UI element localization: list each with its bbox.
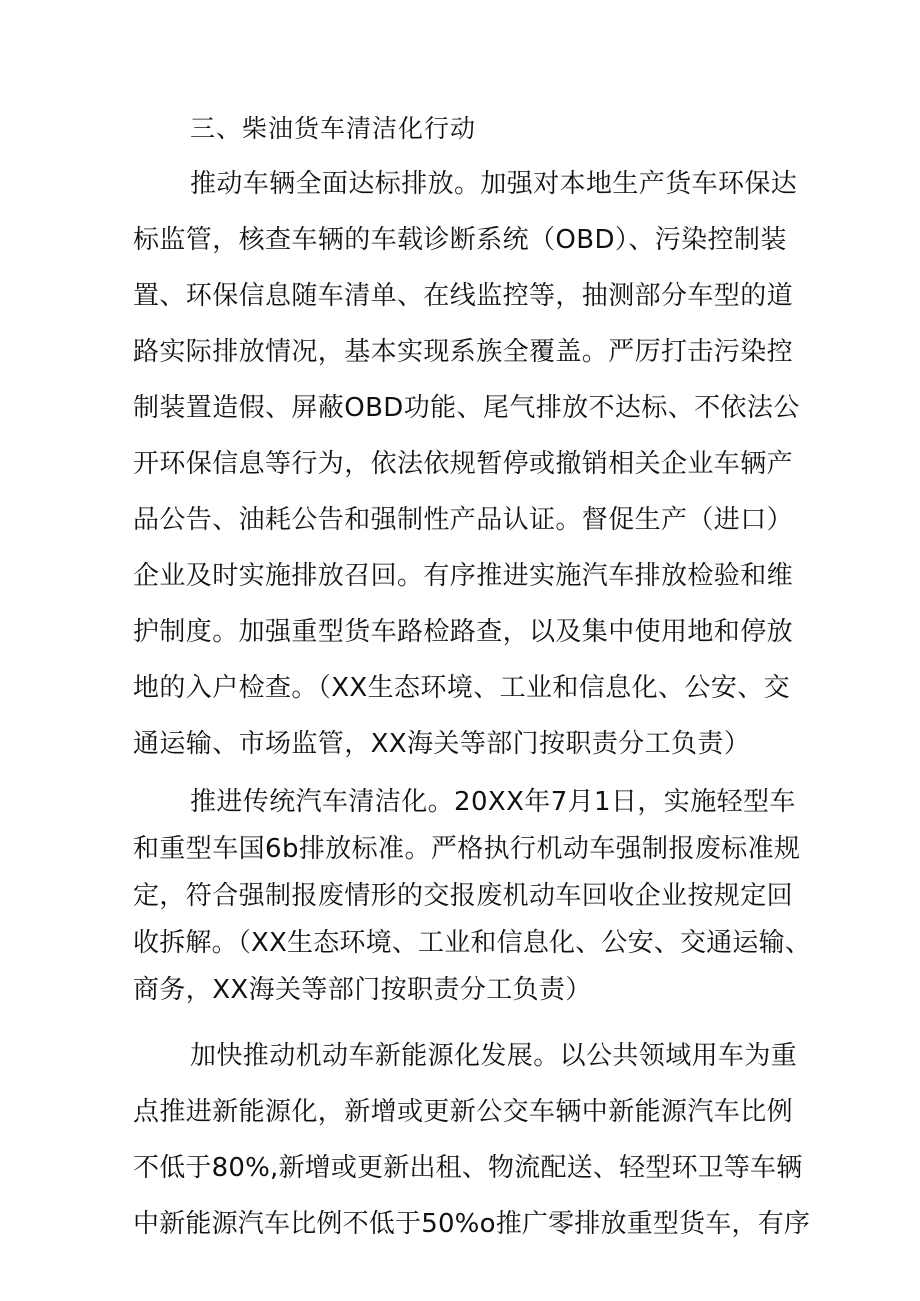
section-heading: 三、柴油货车清洁化行动	[190, 114, 477, 143]
paragraph-line: 推动车辆全面达标排放。加强对本地生产货车环保达	[190, 169, 798, 199]
paragraph-line: 通运输、市场监管，XX海关等部门按职责分工负责）	[133, 729, 751, 759]
paragraph-line: 不低于80%,新增或更新出租、物流配送、轻型环卫等车辆	[133, 1153, 803, 1183]
paragraph-line: 点推进新能源化，新增或更新公交车辆中新能源汽车比例	[133, 1097, 794, 1127]
paragraph-line: 企业及时实施排放召回。有序推进实施汽车排放检验和维	[133, 561, 794, 591]
paragraph-line: 开环保信息等行为，依法依规暂停或撤销相关企业车辆产	[133, 449, 794, 479]
paragraph-line: 品公告、油耗公告和强制性产品认证。督促生产（进口）	[133, 505, 794, 535]
paragraph-line: 地的入户检查。（XX生态环境、工业和信息化、公安、交	[133, 673, 791, 703]
paragraph-line: 推进传统汽车清洁化。20XX年7月1日，实施轻型车	[190, 787, 796, 817]
paragraph-line: 护制度。加强重型货车路检路查，以及集中使用地和停放	[133, 617, 794, 647]
paragraph-line: 标监管，核查车辆的车载诊断系统（OBD）、污染控制装	[133, 225, 787, 255]
paragraph-line: 定，符合强制报废情形的交报废机动车回收企业按规定回	[133, 881, 794, 911]
paragraph-line: 中新能源汽车比例不低于50%o推广零排放重型货车，有序	[133, 1209, 811, 1239]
paragraph-line: 收拆解。（XX生态环境、工业和信息化、公安、交通运输、	[133, 928, 812, 958]
paragraph-line: 制装置造假、屏蔽OBD功能、尾气排放不达标、不依法公	[133, 393, 800, 423]
paragraph-line: 和重型车国6b排放标准。严格执行机动车强制报废标准规	[133, 834, 801, 864]
paragraph-line: 置、环保信息随车清单、在线监控等，抽测部分车型的道	[133, 281, 794, 311]
paragraph-line: 加快推动机动车新能源化发展。以公共领域用车为重	[190, 1041, 798, 1071]
paragraph-line: 商务，XX海关等部门按职责分工负责）	[133, 975, 592, 1005]
paragraph-line: 路实际排放情况，基本实现系族全覆盖。严厉打击污染控	[133, 337, 794, 367]
